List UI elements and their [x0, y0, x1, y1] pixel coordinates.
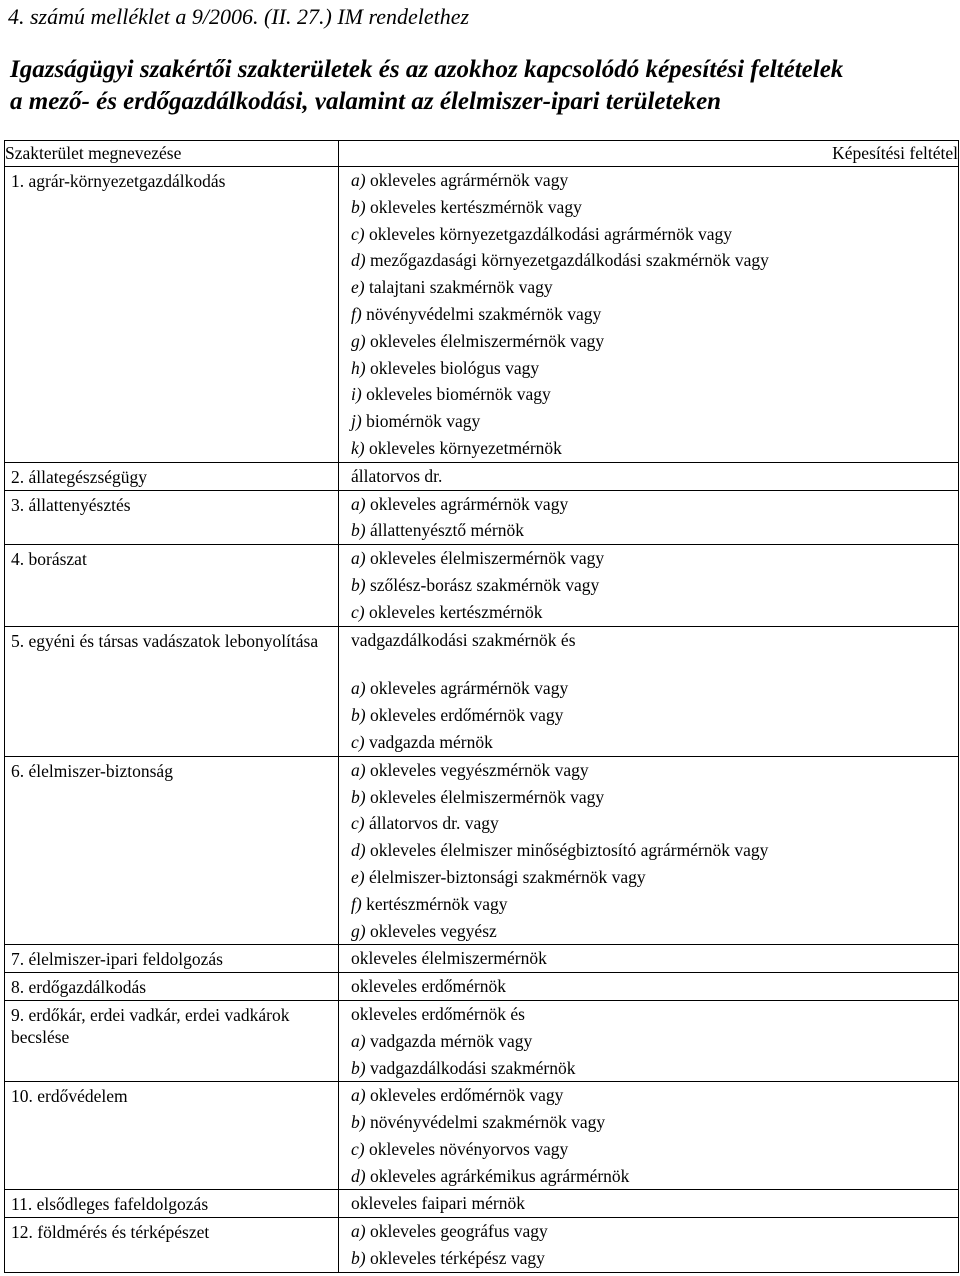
qualification-line — [339, 918, 958, 945]
column-header-qualification: Képesítési feltétel — [339, 141, 959, 167]
item-text: okleveles kertészmérnök — [364, 601, 543, 622]
item-letter: d) — [351, 840, 366, 861]
item-text: állattenyésztő mérnök — [365, 520, 524, 541]
table-header-row — [5, 141, 959, 167]
item-text: okleveles agrárkémikus agrármérnök — [365, 1165, 630, 1186]
area-name-cell: 3. állattenyésztés — [5, 490, 339, 545]
table-row — [5, 626, 959, 756]
item-letter: b) — [351, 1112, 366, 1133]
item-letter: k) — [351, 437, 365, 458]
qualification-line — [339, 1136, 958, 1163]
item-text: okleveles faipari mérnök — [351, 1193, 525, 1214]
item-text: okleveles növényorvos vagy — [364, 1138, 569, 1159]
item-letter: b) — [351, 574, 366, 595]
item-letter: d) — [351, 250, 366, 271]
item-letter: c) — [351, 1138, 365, 1159]
item-letter: e) — [351, 277, 365, 298]
table-row — [5, 545, 959, 626]
item-text: biomérnök vagy — [361, 411, 481, 432]
qualification-line — [339, 1001, 958, 1028]
item-text: okleveles erdőmérnök — [351, 976, 507, 997]
qualification-line — [339, 435, 958, 462]
item-letter: b) — [351, 520, 366, 541]
document-title-line-2: a mező- és erdőgazdálkodási, valamint az élelmiszer-ipari területeken — [10, 88, 722, 115]
qualification-line — [339, 463, 958, 490]
item-letter: c) — [351, 813, 365, 834]
qualification-line — [339, 627, 958, 654]
item-text: vadgazda mérnök — [364, 731, 493, 752]
item-letter: a) — [351, 493, 366, 514]
item-letter: f) — [351, 893, 362, 914]
item-text: talajtani szakmérnök vagy — [364, 277, 553, 298]
spacer — [339, 653, 958, 675]
area-name-cell: 7. élelmiszer-ipari feldolgozás — [5, 945, 339, 973]
table-row — [5, 973, 959, 1001]
area-name-cell: 4. borászat — [5, 545, 339, 626]
item-letter: i) — [351, 384, 362, 405]
qualification-cell — [339, 462, 959, 490]
item-letter: h) — [351, 357, 366, 378]
qualification-line — [339, 355, 958, 382]
table-row — [5, 490, 959, 545]
annex-heading: 4. számú melléklet a 9/2006. (II. 27.) IM rendelethez — [8, 4, 470, 29]
item-text: vadgazdálkodási szakmérnök és — [351, 629, 576, 650]
item-letter: g) — [351, 920, 366, 941]
qualification-cell — [339, 1190, 959, 1218]
item-text: okleveles agrármérnök vagy — [365, 493, 569, 514]
table-row — [5, 167, 959, 463]
item-text: okleveles vegyészmérnök vagy — [365, 759, 589, 780]
qualification-cell — [339, 490, 959, 545]
item-text: kertészmérnök vagy — [361, 893, 508, 914]
item-text: okleveles biológus vagy — [365, 357, 540, 378]
qualification-cell — [339, 973, 959, 1001]
qualification-cell — [339, 545, 959, 626]
qualification-line — [339, 247, 958, 274]
item-text: okleveles kertészmérnök vagy — [365, 196, 582, 217]
area-name-cell: 9. erdőkár, erdei vadkár, erdei vadkárok becslése — [5, 1000, 339, 1081]
qualification-line — [339, 221, 958, 248]
qualification-line — [339, 1245, 958, 1272]
table-row — [5, 462, 959, 490]
item-text: mezőgazdasági környezetgazdálkodási szakmérnök vagy — [365, 250, 769, 271]
qualification-cell — [339, 756, 959, 945]
item-text: okleveles biomérnök vagy — [361, 384, 551, 405]
item-letter: a) — [351, 170, 366, 190]
item-text: okleveles vegyész — [365, 920, 497, 941]
qualification-cell — [339, 626, 959, 756]
qualification-line — [339, 381, 958, 408]
area-name-cell: 12. földmérés és térképészet — [5, 1218, 339, 1273]
qualification-line — [339, 837, 958, 864]
item-letter: b) — [351, 1057, 366, 1078]
item-text: okleveles élelmiszer minőségbiztosító agrármérnök vagy — [365, 840, 769, 861]
item-text: okleveles erdőmérnök vagy — [365, 705, 564, 726]
item-letter: b) — [351, 196, 366, 217]
qualification-line — [339, 810, 958, 837]
qualification-line — [339, 784, 958, 811]
item-letter: a) — [351, 1030, 366, 1051]
item-text: növényvédelmi szakmérnök vagy — [361, 303, 602, 324]
qualification-line — [339, 675, 958, 702]
qualification-line — [339, 301, 958, 328]
qualification-line — [339, 1055, 958, 1082]
area-name-cell: 2. állategészségügy — [5, 462, 339, 490]
item-letter: b) — [351, 1248, 366, 1269]
item-letter: c) — [351, 731, 365, 752]
qualification-line — [339, 729, 958, 756]
qualification-line — [339, 702, 958, 729]
qualification-table — [4, 140, 959, 1273]
item-text: okleveles agrármérnök vagy — [365, 678, 569, 699]
item-letter: b) — [351, 786, 366, 807]
item-text: növényvédelmi szakmérnök vagy — [365, 1112, 606, 1133]
qualification-line — [339, 194, 958, 221]
item-text: okleveles geográfus vagy — [365, 1221, 548, 1242]
document-title-line-1: Igazságügyi szakértői szakterületek és az azokhoz kapcsolódó képesítési feltételek — [10, 56, 844, 83]
qualification-line — [339, 517, 958, 544]
item-letter: b) — [351, 705, 366, 726]
item-text: okleveles erdőmérnök vagy — [365, 1085, 564, 1106]
area-name-cell: 1. agrár-környezetgazdálkodás — [5, 167, 339, 463]
item-letter: d) — [351, 1165, 366, 1186]
item-text: okleveles élelmiszermérnök vagy — [365, 548, 605, 569]
qualification-line — [339, 945, 958, 972]
qualification-line — [339, 599, 958, 626]
item-text: okleveles élelmiszermérnök vagy — [365, 786, 605, 807]
table-row — [5, 756, 959, 945]
item-letter: a) — [351, 678, 366, 699]
item-letter: g) — [351, 330, 366, 351]
item-text: okleveles térképész vagy — [365, 1248, 545, 1269]
qualification-line — [339, 167, 958, 194]
item-text: okleveles agrármérnök vagy — [365, 170, 569, 190]
qualification-line — [339, 1082, 958, 1109]
item-letter: a) — [351, 1221, 366, 1242]
qualification-line — [339, 864, 958, 891]
table-row — [5, 1000, 959, 1081]
item-text: okleveles környezetgazdálkodási agrármérnök vagy — [364, 223, 732, 244]
qualification-line — [339, 891, 958, 918]
qualification-line — [339, 328, 958, 355]
item-text: élelmiszer-biztonsági szakmérnök vagy — [364, 866, 646, 887]
qualification-cell — [339, 1082, 959, 1190]
area-name-cell: 10. erdővédelem — [5, 1082, 339, 1190]
qualification-cell — [339, 167, 959, 463]
qualification-line — [339, 408, 958, 435]
table-row — [5, 1218, 959, 1273]
item-text: vadgazdálkodási szakmérnök — [365, 1057, 576, 1078]
area-name-cell: 6. élelmiszer-biztonság — [5, 756, 339, 945]
qualification-line — [339, 1109, 958, 1136]
item-text: állatorvos dr. vagy — [364, 813, 499, 834]
table-row — [5, 1190, 959, 1218]
area-name-cell: 8. erdőgazdálkodás — [5, 973, 339, 1001]
item-text: állatorvos dr. — [351, 465, 443, 486]
table-row — [5, 1082, 959, 1190]
item-text: szőlész-borász szakmérnök vagy — [365, 574, 600, 595]
qualification-line — [339, 1190, 958, 1217]
column-header-area: Szakterület megnevezése — [5, 141, 339, 167]
area-name-cell: 5. egyéni és társas vadászatok lebonyolítása — [5, 626, 339, 756]
item-letter: e) — [351, 866, 365, 887]
qualification-cell — [339, 945, 959, 973]
table-row — [5, 945, 959, 973]
item-letter: a) — [351, 1085, 366, 1106]
qualification-line — [339, 545, 958, 572]
item-letter: a) — [351, 759, 366, 780]
qualification-line — [339, 1028, 958, 1055]
qualification-line — [339, 274, 958, 301]
qualification-line — [339, 1163, 958, 1190]
qualification-line — [339, 491, 958, 518]
qualification-cell — [339, 1218, 959, 1273]
item-letter: c) — [351, 223, 365, 244]
qualification-line — [339, 572, 958, 599]
item-letter: f) — [351, 303, 362, 324]
qualification-line — [339, 973, 958, 1000]
item-text: vadgazda mérnök vagy — [365, 1030, 533, 1051]
item-letter: c) — [351, 601, 365, 622]
qualification-cell — [339, 1000, 959, 1081]
qualification-line — [339, 1218, 958, 1245]
qualification-line — [339, 757, 958, 784]
item-letter: a) — [351, 548, 366, 569]
item-text: okleveles környezetmérnök — [364, 437, 562, 458]
item-text: okleveles erdőmérnök és — [351, 1003, 525, 1024]
item-text: okleveles élelmiszermérnök vagy — [365, 330, 605, 351]
item-letter: j) — [351, 411, 362, 432]
area-name-cell: 11. elsődleges fafeldolgozás — [5, 1190, 339, 1218]
item-text: okleveles élelmiszermérnök — [351, 948, 547, 969]
